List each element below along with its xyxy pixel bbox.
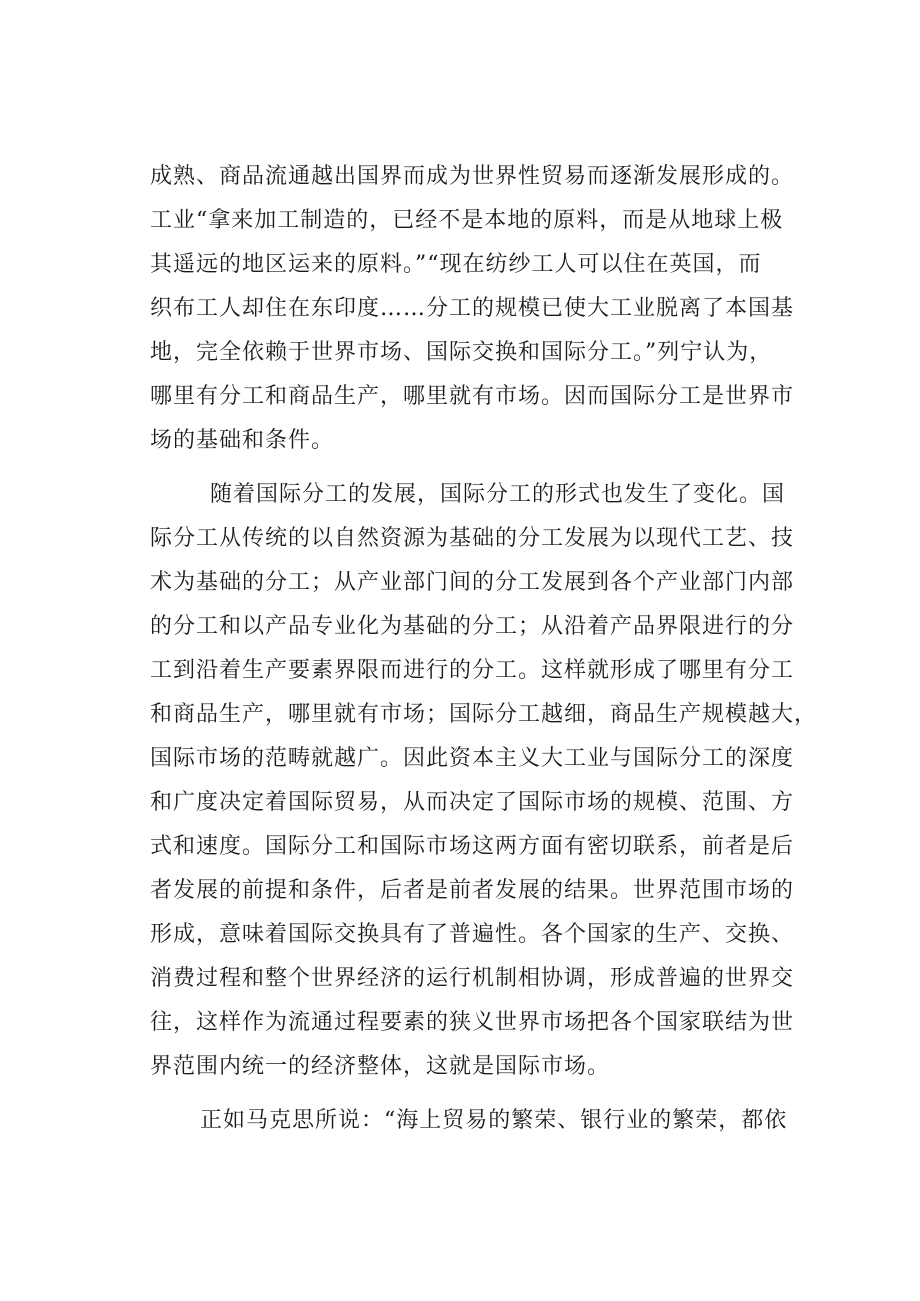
text-line: 成熟、商品流通越出国界而成为世界性贸易而逐渐发展形成的。 xyxy=(150,164,795,189)
text-line: 往，这样作为流通过程要素的狭义世界市场把各个国家联结为世 xyxy=(150,1010,795,1035)
paragraph-spacer xyxy=(150,1089,810,1099)
text-line: 形成，意味着国际交换具有了普遍性。各个国家的生产、交换、 xyxy=(150,922,795,947)
text-line: 正如马克思所说：“海上贸易的繁荣、银行业的繁荣，都依 xyxy=(200,1108,788,1133)
paragraph-2 xyxy=(150,473,818,1089)
text-line: 和商品生产，哪里就有市场；国际分工越细，商品生产规模越大， xyxy=(150,702,818,727)
text-line: 者发展的前提和条件，后者是前者发展的结果。世界范围市场的 xyxy=(150,878,795,903)
paragraph-1 xyxy=(150,155,810,463)
text-line: 工业“拿来加工制造的，已经不是本地的原料，而是从地球上极 xyxy=(150,208,784,233)
text-line: 式和速度。国际分工和国际市场这两方面有密切联系，前者是后 xyxy=(150,834,795,859)
text-line: 织布工人却住在东印度……分工的规模已使大工业脱离了本国基 xyxy=(150,296,795,321)
text-line: 工到沿着生产要素界限而进行的分工。这样就形成了哪里有分工 xyxy=(150,658,795,683)
text-line: 和广度决定着国际贸易，从而决定了国际市场的规模、范围、方 xyxy=(150,790,795,815)
body-text xyxy=(150,155,818,1143)
text-line: 界范围内统一的经济整体，这就是国际市场。 xyxy=(150,1054,611,1079)
text-line: 场的基础和条件。 xyxy=(150,428,335,453)
text-line: 际分工从传统的以自然资源为基础的分工发展为以现代工艺、技 xyxy=(150,526,795,551)
text-line: 国际市场的范畴就越广。因此资本主义大工业与国际分工的深度 xyxy=(150,746,795,771)
paragraph-spacer xyxy=(150,463,810,473)
text-line: 随着国际分工的发展，国际分工的形式也发生了变化。国 xyxy=(210,482,786,507)
text-line: 其遥远的地区运来的原料。”“现在纺纱工人可以住在英国，而 xyxy=(150,252,762,277)
text-line: 的分工和以产品专业化为基础的分工；从沿着产品界限进行的分 xyxy=(150,614,795,639)
text-line: 哪里有分工和商品生产，哪里就有市场。因而国际分工是世界市 xyxy=(150,384,795,409)
text-line: 地，完全依赖于世界市场、国际交换和国际分工。”列宁认为， xyxy=(150,340,773,365)
text-line: 术为基础的分工；从产业部门间的分工发展到各个产业部门内部 xyxy=(150,570,795,595)
paragraph-3 xyxy=(150,1099,810,1143)
text-line: 消费过程和整个世界经济的运行机制相协调，形成普遍的世界交 xyxy=(150,966,795,991)
